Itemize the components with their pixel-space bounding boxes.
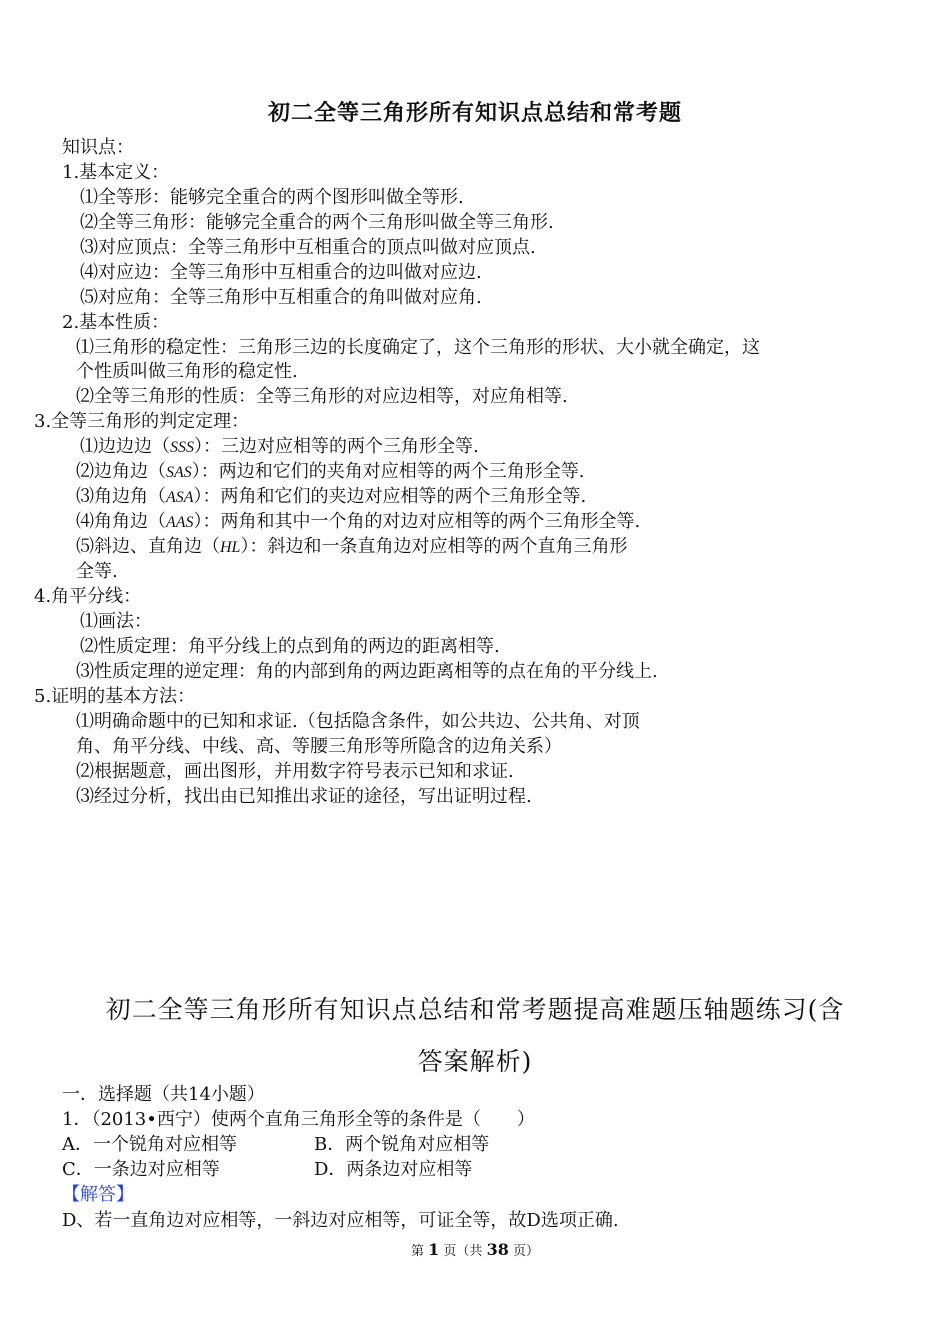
theorem-abbr: AAS — [166, 514, 194, 531]
footer-suffix: 页） — [512, 1244, 539, 1259]
theorem-abbr: SSS — [170, 439, 194, 456]
proof-method-item: ⑵根据题意，画出图形，并用数字符号表示已知和求证. — [76, 761, 514, 782]
question-section-heading: 一．选择题（共14小题） — [62, 1084, 265, 1105]
footer-prefix: 第 — [410, 1244, 424, 1259]
bisector-item: ⑴画法： — [80, 611, 152, 632]
property-item: ⑴三角形的稳定性：三角形三边的长度确定了，这个三角形的形状、大小就全确定，这 — [76, 337, 760, 358]
proof-method-item: ⑴明确命题中的已知和求证.（包括隐含条件，如公共边、公共角、对顶 — [76, 711, 640, 732]
definition-item: ⑸对应角：全等三角形中互相重合的角叫做对应角. — [80, 287, 482, 308]
theorem-item — [76, 535, 627, 560]
definition-item: ⑴全等形：能够完全重合的两个图形叫做全等形. — [80, 187, 464, 208]
section-1-heading: 1.基本定义： — [62, 162, 170, 183]
option-b: B．两个锐角对应相等 — [314, 1134, 490, 1155]
option-c: C．一条边对应相等 — [62, 1159, 220, 1180]
theorem-item — [80, 435, 479, 460]
page-footer — [0, 1240, 950, 1259]
theorem-abbr: HL — [220, 539, 241, 556]
answer-text: D、若一直角边对应相等，一斜边对应相等，可证全等，故D选项正确. — [62, 1210, 619, 1231]
option-a: A．一个锐角对应相等 — [62, 1134, 237, 1155]
definition-item: ⑶对应顶点：全等三角形中互相重合的顶点叫做对应顶点. — [80, 237, 536, 258]
option-d: D．两条边对应相等 — [314, 1159, 473, 1180]
page-total: 38 — [486, 1240, 509, 1259]
theorem-name: ⑴边边边（ — [80, 436, 170, 457]
theorem-text: ）：两角和它们的夹边对应相等的两个三角形全等. — [193, 486, 587, 507]
theorem-text: ）：两角和其中一个角的对边对应相等的两个三角形全等. — [193, 511, 641, 532]
section-2-heading: 2.基本性质： — [62, 312, 170, 333]
section-5-heading: 5.证明的基本方法： — [34, 686, 196, 707]
theorem-item — [76, 460, 585, 485]
theorem-abbr: SAS — [166, 464, 192, 481]
question-stem: 1．（2013•西宁）使两个直角三角形全等的条件是（ ） — [62, 1109, 535, 1130]
theorem-text: ）：三边对应相等的两个三角形全等. — [194, 436, 479, 457]
answer-label: 【解答】 — [62, 1184, 134, 1205]
theorem-name: ⑵边角边（ — [76, 461, 166, 482]
theorem-text: ）：斜边和一条直角边对应相等的两个直角三角形 — [240, 536, 628, 557]
theorem-name: ⑸斜边、直角边（ — [76, 536, 220, 557]
page-number: 1 — [428, 1240, 440, 1259]
proof-method-item-continued: 角、角平分线、中线、高、等腰三角形等所隐含的边角关系） — [76, 736, 562, 757]
theorem-name: ⑶角边角（ — [76, 486, 166, 507]
theorem-item — [76, 510, 640, 535]
property-item-continued: 个性质叫做三角形的稳定性. — [76, 361, 298, 382]
theorem-item-continued: 全等. — [76, 561, 118, 582]
section-4-heading: 4.角平分线： — [34, 586, 142, 607]
exercise-title-continued: 答案解析) — [417, 1047, 533, 1076]
definition-item: ⑷对应边：全等三角形中互相重合的边叫做对应边. — [80, 262, 482, 283]
bisector-item: ⑵性质定理：角平分线上的点到角的两边的距离相等. — [80, 636, 500, 657]
document-title: 初二全等三角形所有知识点总结和常考题 — [267, 100, 682, 126]
bisector-item: ⑶性质定理的逆定理：角的内部到角的两边距离相等的点在角的平分线上. — [76, 661, 658, 682]
section-3-heading: 3.全等三角形的判定定理： — [34, 411, 250, 432]
theorem-name: ⑷角角边（ — [76, 511, 166, 532]
proof-method-item: ⑶经过分析，找出由已知推出求证的途径，写出证明过程. — [76, 786, 532, 807]
theorem-item — [76, 485, 586, 510]
definition-item: ⑵全等三角形：能够完全重合的两个三角形叫做全等三角形. — [80, 212, 554, 233]
footer-middle: 页（共 — [443, 1244, 483, 1259]
exercise-title: 初二全等三角形所有知识点总结和常考题提高难题压轴题练习(含 — [105, 995, 845, 1024]
theorem-abbr: ASA — [166, 489, 194, 506]
property-item: ⑵全等三角形的性质：全等三角形的对应边相等，对应角相等. — [76, 386, 568, 407]
knowledge-heading: 知识点： — [62, 137, 134, 158]
theorem-text: ）：两边和它们的夹角对应相等的两个三角形全等. — [191, 461, 585, 482]
